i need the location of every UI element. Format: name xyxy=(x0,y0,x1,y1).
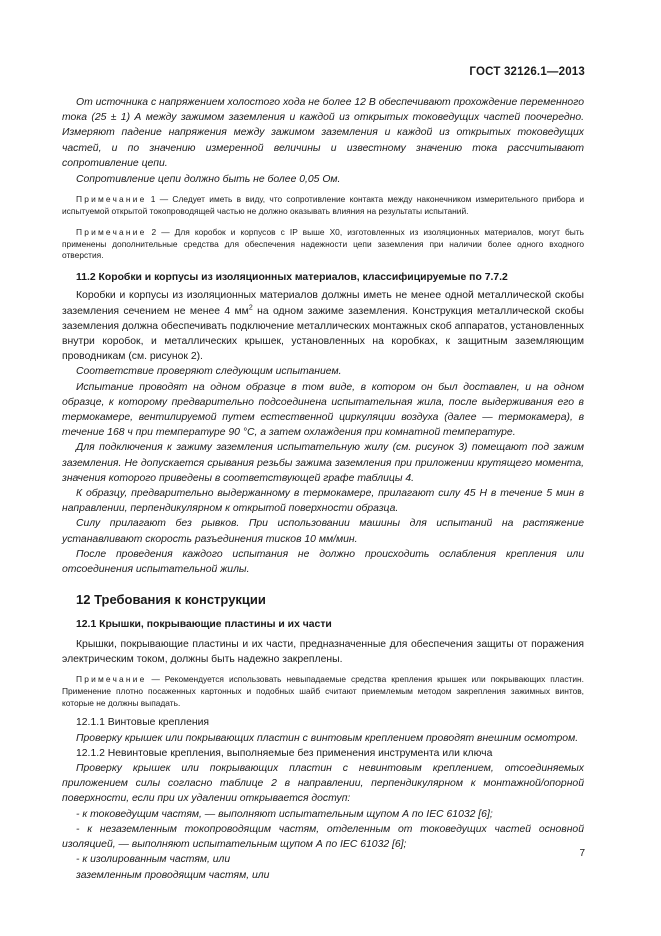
paragraph: К образцу, предварительно выдержанному в термокамере, прилагают силу 45 Н в течение 5 мин в направлении, перпендикулярном к открытой поверхности образца. xyxy=(62,488,584,515)
section-heading: 12.1 Крышки, покрывающие пластины и их части xyxy=(76,619,332,631)
note-label: Примечание xyxy=(76,194,147,205)
subsection-heading: 12.1.1 Винтовые крепления xyxy=(76,717,210,729)
note-label: Примечание xyxy=(76,226,147,237)
paragraph-text: Коробки и корпусы из изоляционных материалов должны иметь не менее одной металлической скобы заземления сечением не менее 4 мм xyxy=(62,290,584,317)
paragraph: Испытание проводят на одном образце в том виде, в котором он был доставлен, и на одном образце, к которому предварительно подсоединена испытательная жила, после выдерживания его в термокамере, вентилируемой путем естественной циркуляции воздуха (далее — термокамера), в течение 168 ч при температуре 90 °С, а затем охлаждения при комнатной температуре. xyxy=(62,381,584,439)
paragraph: Крышки, покрывающие пластины и их части, предназначенные для обеспечения защиты от поражения электрическим током, должны быть надежно закреплены. xyxy=(62,638,584,665)
list-item: - к изолированным частям, или xyxy=(76,854,231,866)
page-number: 7 xyxy=(579,848,585,859)
paragraph: Сопротивление цепи должно быть не более 0,05 Ом. xyxy=(76,174,341,186)
note xyxy=(62,674,584,709)
paragraph: Силу прилагают без рывков. При использовании машины для испытаний на растяжение устанавливают скорость разъединения тисков 10 мм/мин. xyxy=(62,518,584,545)
note-text: 1 — Следует иметь в виду, что сопротивление контакта между наконечником измерительного прибора и испытуемой открытой токопроводящей частью не должно оказывать влияния на результаты испытаний. xyxy=(62,194,584,217)
note-text: 2 — Для коробок и корпусов с IP выше X0, изготовленных из изоляционных материалов, могут быть применены дополнительные средства для обеспечения надежности цепи заземления при наличии более одного входного отверстия. xyxy=(62,226,584,261)
note xyxy=(62,194,584,218)
paragraph-text: на одном зажиме заземления. Конструкция металлической скобы заземления должна обеспечивать подключение металлических монтажных скоб аппаратов, установленных внутри коробок, и металлических крышек, установленных на коробках, к защитным заземляющим проводникам (см. рисунок 2). xyxy=(62,305,584,363)
paragraph xyxy=(62,288,584,364)
superscript: 2 xyxy=(248,304,253,312)
note xyxy=(62,227,584,262)
paragraph: От источника с напряжением холостого хода не более 12 В обеспечивают прохождение переменного тока (25 ± 1) А между зажимом заземления и каждой из открытых токоведущих частей поочередно. Измеряют падение напряжения между зажимом заземления и каждой из открытых токоведущих частей, и по значению измеренной величины и известному значению тока рассчитывают сопротивление цепи. xyxy=(62,97,584,169)
section-heading: 11.2 Коробки и корпусы из изоляционных материалов, классифицируемые по 7.7.2 xyxy=(76,272,508,284)
paragraph: Для подключения к зажиму заземления испытательную жилу (см. рисунок 3) помещают под зажим заземления. Не допускается срывания резьбы зажима заземления при приложении крутящего момента, значения которого приведены в соответствующей графе таблицы 4. xyxy=(62,442,584,484)
chapter-heading: 12 Требования к конструкции xyxy=(76,592,266,608)
note-text: — Рекомендуется использовать невыпадаемые средства крепления крышек или покрывающих пластин. Применение плотно посаженных картонных и подобных шайб считают приемлемым методом закрепления зажимных винтов, которые не должны выпадать. xyxy=(62,674,584,708)
list-item: - к токоведущим частям, — выполняют испытательным щупом А по IEC 61032 [6]; xyxy=(76,808,493,820)
subsection-heading: 12.1.2 Невинтовые крепления, выполняемые без применения инструмента или ключа xyxy=(76,747,493,759)
page-body xyxy=(62,95,584,883)
list-item: - к незаземленным токопроводящим частям, отделенным от токоведущих частей основной изоляцией, — выполняют испытательным щупом А по IEC 61032 [6]; xyxy=(62,823,584,851)
note-label: Примечание xyxy=(76,674,147,685)
document-code: ГОСТ 32126.1—2013 xyxy=(469,66,585,78)
list-item: заземленным проводящим частям, или xyxy=(76,869,270,881)
paragraph: Проверку крышек или покрывающих пластин с невинтовым креплением, отсоединяемых приложением силы согласно таблице 2 в направлении, перпендикулярном к монтажной/опорной поверхности, если при их удалении открывается доступ: xyxy=(62,763,584,805)
paragraph: Соответствие проверяют следующим испытанием. xyxy=(76,366,342,378)
paragraph: После проведения каждого испытания не должно происходить ослабления крепления или отсоединения испытательной жилы. xyxy=(62,548,584,576)
paragraph: Проверку крышек или покрывающих пластин с винтовым креплением проводят внешним осмотром. xyxy=(76,732,579,744)
